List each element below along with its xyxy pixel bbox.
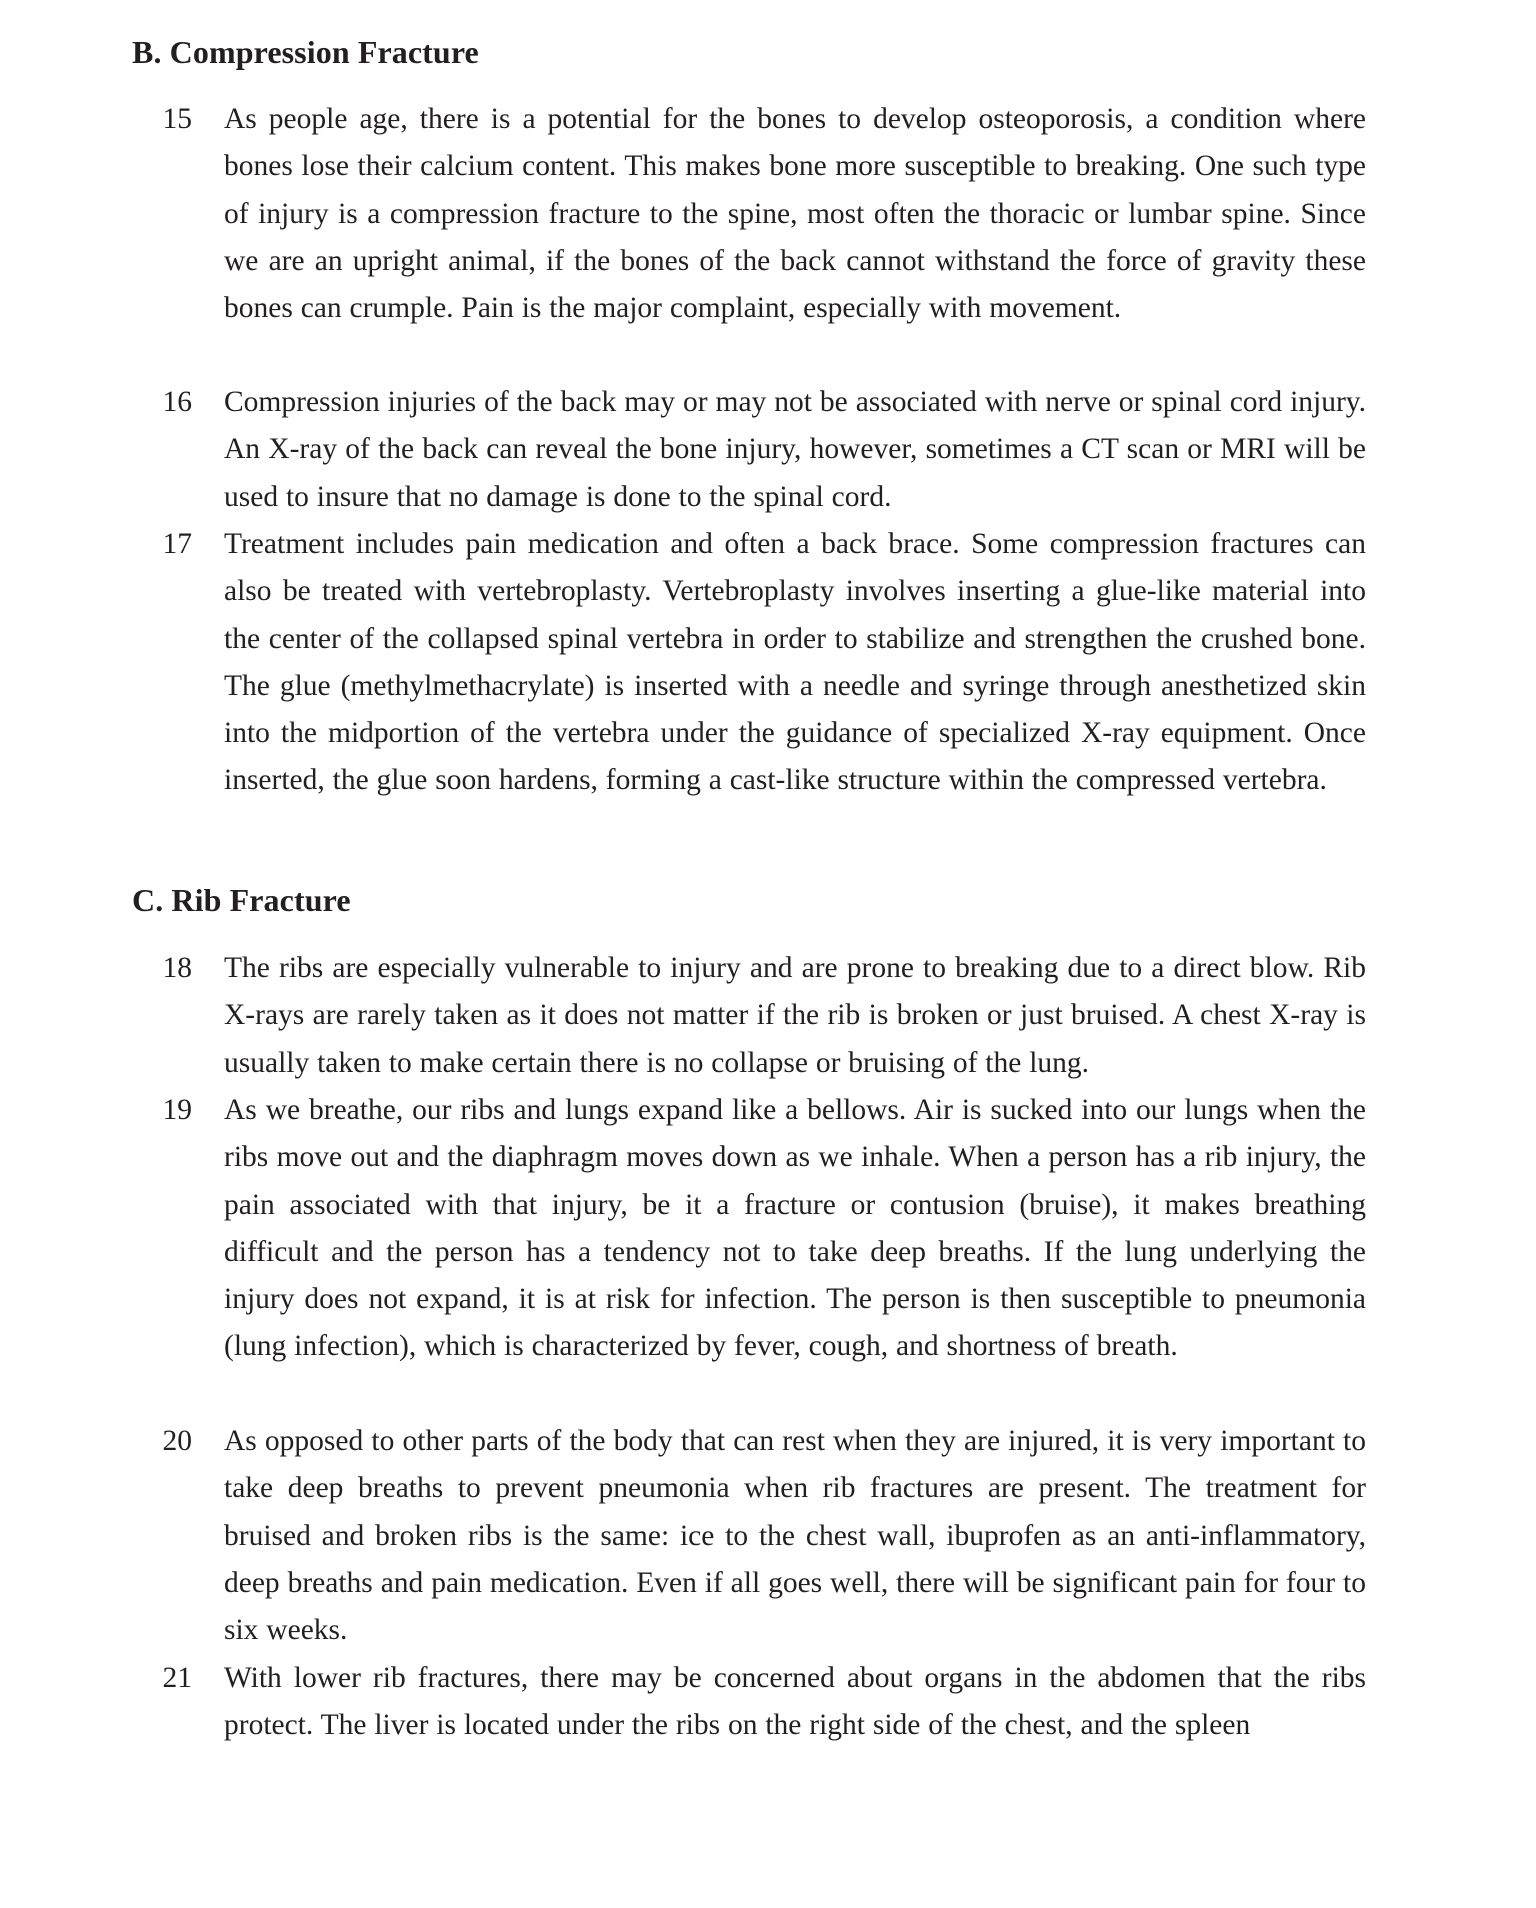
paragraph-number: 15 bbox=[162, 103, 192, 135]
paragraph-text: The ribs are especially vulnerable to injury and are prone to breaking due to a direct blow. Rib X-rays are rarely taken as it does not matter if the rib is broken or just bruised. A chest X-ray is usually taken to make certain there is no collapse or bruising of the lung. bbox=[224, 952, 1366, 1079]
paragraph-text: Treatment includes pain medication and often a back brace. Some compression fractures can also be treated with vertebroplasty. Vertebroplasty involves inserting a glue-like material into the center of the collapsed spinal vertebra in order to stabilize and strengthen the crushed bone. The glue (methylmethacrylate) is inserted with a needle and syringe through anesthetized skin into the midportion of the vertebra under the guidance of specialized X-ray equipment. Once inserted, the glue soon hardens, forming a cast-like structure within the compressed vertebra. bbox=[224, 528, 1366, 797]
paragraph-15 bbox=[150, 96, 1366, 332]
paragraph-text: Compression injuries of the back may or may not be associated with nerve or spinal cord injury. An X-ray of the back can reveal the bone injury, however, sometimes a CT scan or MRI will be used to insure that no damage is done to the spinal cord. bbox=[224, 386, 1366, 513]
paragraph-16 bbox=[150, 379, 1366, 521]
paragraph-18 bbox=[150, 945, 1366, 1087]
paragraph-text: As opposed to other parts of the body that can rest when they are injured, it is very important to take deep breaths to prevent pneumonia when rib fractures are present. The treatment for bruised and broken ribs is the same: ice to the chest wall, ibuprofen as an anti-inflammatory, deep breaths and pain medication. Even if all goes well, there will be significant pain for four to six weeks. bbox=[224, 1425, 1366, 1647]
paragraph-21 bbox=[150, 1655, 1366, 1750]
paragraph-text: As people age, there is a potential for the bones to develop osteoporosis, a condition where bones lose their calcium content. This makes bone more susceptible to breaking. One such type of injury is a compression fracture to the spine, most often the thoracic or lumbar spine. Since we are an upright animal, if the bones of the back cannot withstand the force of gravity these bones can crumple. Pain is the major complaint, especially with movement. bbox=[224, 103, 1366, 325]
paragraph-number: 18 bbox=[162, 952, 192, 984]
section-heading-compression-fracture: B. Compression Fracture bbox=[132, 34, 479, 70]
paragraph-number: 17 bbox=[162, 528, 192, 560]
paragraph-text: With lower rib fractures, there may be concerned about organs in the abdomen that the ribs protect. The liver is located under the ribs on the right side of the chest, and the spleen bbox=[224, 1662, 1366, 1742]
paragraph-number: 21 bbox=[162, 1662, 192, 1694]
paragraph-number: 19 bbox=[162, 1094, 192, 1126]
paragraph-19 bbox=[150, 1087, 1366, 1371]
paragraph-text: As we breathe, our ribs and lungs expand like a bellows. Air is sucked into our lungs when the ribs move out and the diaphragm moves down as we inhale. When a person has a rib injury, the pain associated with that injury, be it a fracture or contusion (bruise), it makes breathing difficult and the person has a tendency not to take deep breaths. If the lung underlying the injury does not expand, it is at risk for infection. The person is then susceptible to pneumonia (lung infection), which is characterized by fever, cough, and shortness of breath. bbox=[224, 1094, 1366, 1363]
paragraph-number: 20 bbox=[162, 1425, 192, 1457]
paragraph-number: 16 bbox=[162, 386, 192, 418]
paragraph-17 bbox=[150, 521, 1366, 805]
paragraph-20 bbox=[150, 1418, 1366, 1654]
section-heading-rib-fracture: C. Rib Fracture bbox=[132, 882, 351, 918]
